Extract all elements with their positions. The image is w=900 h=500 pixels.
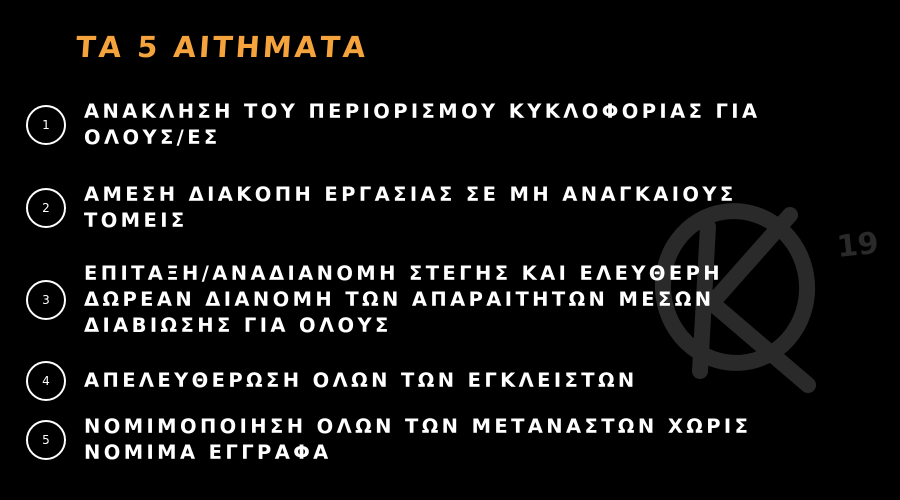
demand-text: ΑΜΕΣΗ ΔΙΑΚΟΠΗ ΕΡΓΑΣΙΑΣ ΣΕ ΜΗ ΑΝΑΓΚΑΙΟΥΣ ΤΟΜΕΙΣ (84, 183, 737, 232)
demand-text: ΕΠΙΤΑΞΗ/ΑΝΑΔΙΑΝΟΜΗ ΣΤΕΓΗΣ ΚΑΙ ΕΛΕΥΘΕΡΗ ΔΩΡΕΑΝ ΔΙΑΝΟΜΗ ΤΩΝ ΑΠΑΡΑΙΤΗΤΩΝ ΜΕΣΩΝ ΔΙΑΒΙΩΣΗΣ ΓΙΑ ΟΛΟΥΣ (84, 262, 724, 337)
demand-number-badge: 5 (26, 420, 66, 460)
demand-item (26, 182, 824, 234)
watermark-mark: 19 (835, 225, 881, 265)
demand-item (26, 414, 824, 466)
demand-number-badge: 2 (26, 188, 66, 228)
demand-item (26, 361, 824, 401)
demand-item (26, 99, 824, 151)
demand-number-badge: 3 (26, 280, 66, 320)
demand-text: ΑΠΕΛΕΥΘΕΡΩΣΗ ΟΛΩΝ ΤΩΝ ΕΓΚΛΕΙΣΤΩΝ (84, 369, 638, 392)
demand-item (26, 261, 824, 339)
page-title: ΤΑ 5 ΑΙΤΗΜΑΤΑ (74, 30, 370, 64)
demand-number-badge: 1 (26, 105, 66, 145)
demand-number-badge: 4 (26, 361, 66, 401)
demand-text: ΝΟΜΙΜΟΠΟΙΗΣΗ ΟΛΩΝ ΤΩΝ ΜΕΤΑΝΑΣΤΩΝ ΧΩΡΙΣ ΝΟΜΙΜΑ ΕΓΓΡΑΦΑ (84, 415, 752, 464)
demand-text: ΑΝΑΚΛΗΣΗ ΤΟΥ ΠΕΡΙΟΡΙΣΜΟΥ ΚΥΚΛΟΦΟΡΙΑΣ ΓΙΑ ΟΛΟΥΣ/ΕΣ (84, 100, 761, 149)
